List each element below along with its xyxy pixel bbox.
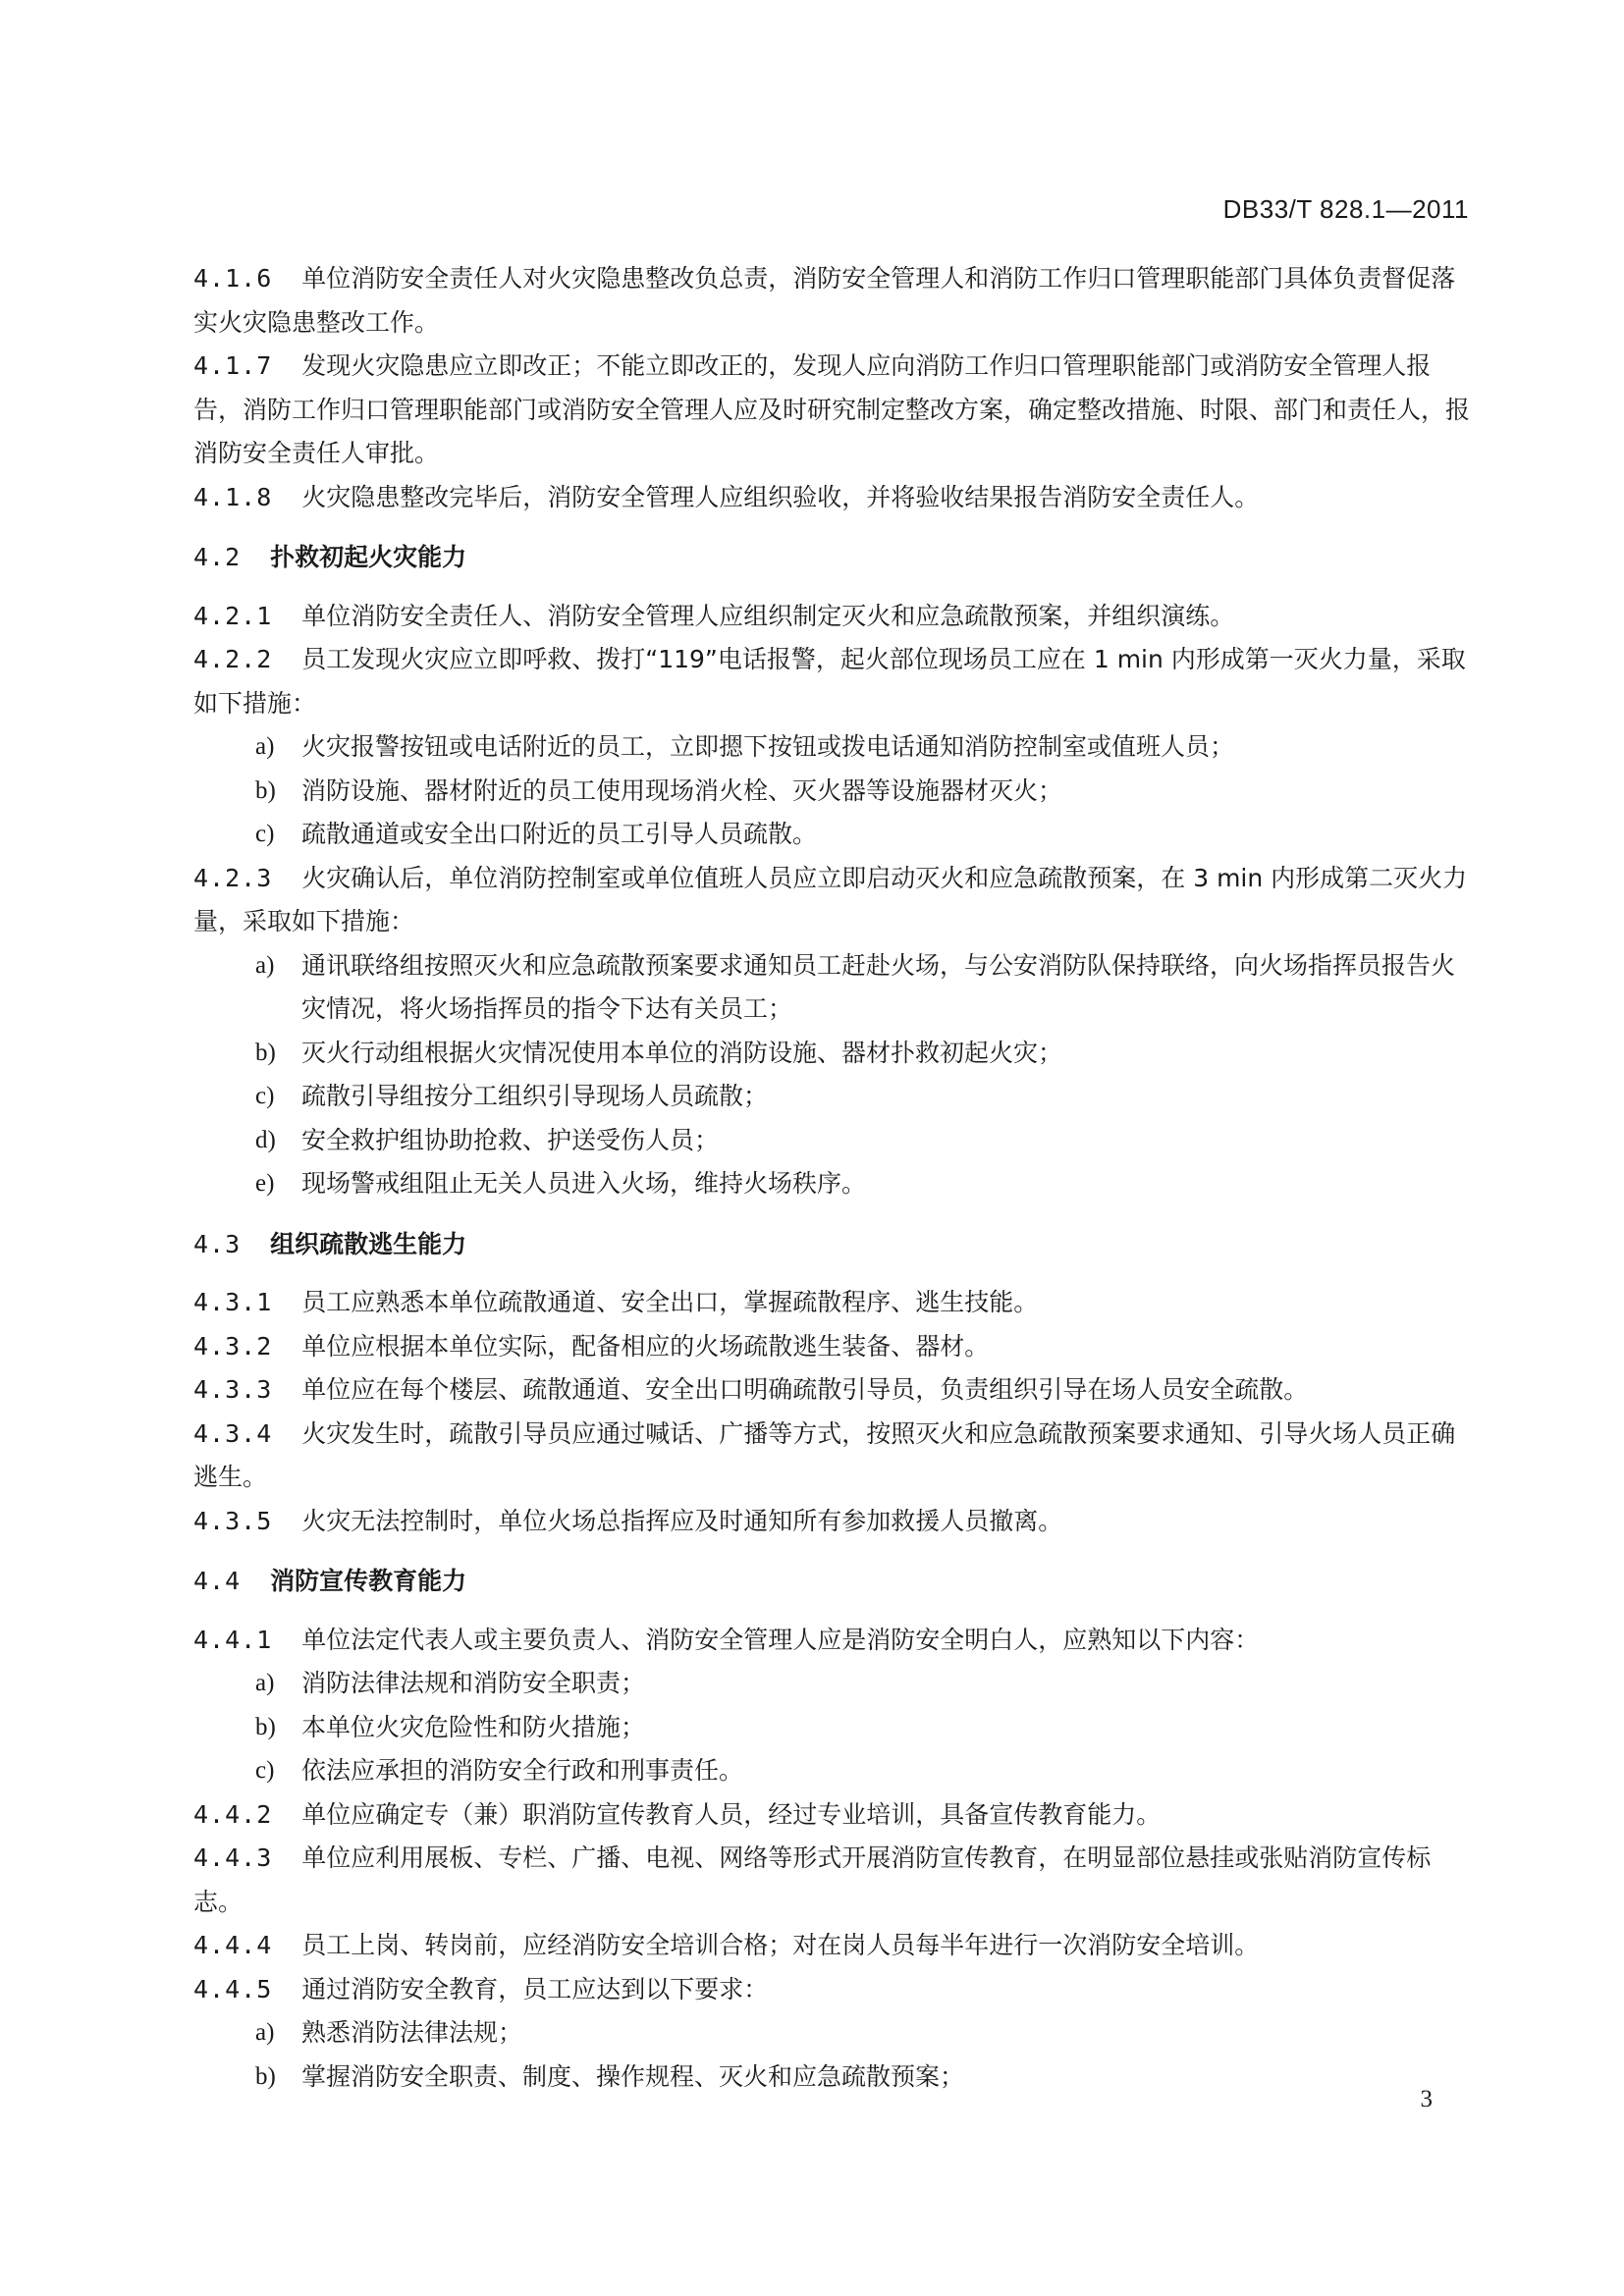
list-item — [193, 1032, 1470, 1076]
clause-4-3-4 — [193, 1413, 1470, 1500]
section-title: 组织疏散逃生能力 — [270, 1229, 467, 1258]
clause-text: 火灾隐患整改完毕后，消防安全管理人应组织验收，并将验收结果报告消防安全责任人。 — [301, 482, 1260, 511]
list-text: 依法应承担的消防安全行政和刑事责任。 — [301, 1756, 744, 1785]
clause-number: 4.1.6 — [193, 264, 273, 293]
list-text: 疏散引导组按分工组织引导现场人员疏散； — [301, 1082, 769, 1110]
clause-number: 4.2.3 — [193, 863, 273, 892]
clause-number: 4.2.1 — [193, 601, 273, 630]
list-text: 掌握消防安全职责、制度、操作规程、灭火和应急疏散预案； — [301, 2061, 965, 2091]
list-item — [193, 770, 1470, 814]
list-label: e) — [255, 1170, 275, 1197]
list-text: 火灾报警按钮或电话附近的员工，立即摁下按钮或拨电话通知消防控制室或值班人员； — [301, 732, 1235, 761]
clause-text: 员工应熟悉本单位疏散通道、安全出口，掌握疏散程序、逃生技能。 — [301, 1288, 1039, 1316]
section-number: 4.2 — [193, 543, 242, 571]
clause-4-4-5 — [193, 1968, 1470, 2012]
clause-number: 4.3.3 — [193, 1375, 273, 1404]
clause-text: 火灾确认后，单位消防控制室或单位值班人员应立即启动灭火和应急疏散预案，在 3 min 内形成第二灭火力量，采取如下措施： — [193, 863, 1468, 935]
list-text: 熟悉消防法律法规； — [301, 2018, 523, 2047]
clause-number: 4.1.7 — [193, 351, 273, 380]
clause-4-1-8 — [193, 476, 1470, 520]
list-text: 疏散通道或安全出口附近的员工引导人员疏散。 — [301, 820, 818, 848]
list-item — [193, 1706, 1470, 1750]
clause-text: 单位消防安全责任人、消防安全管理人应组织制定灭火和应急疏散预案，并组织演练。 — [301, 601, 1235, 630]
section-title: 消防宣传教育能力 — [270, 1567, 467, 1595]
clause-text: 火灾发生时，疏散引导员应通过喊话、广播等方式，按照灭火和应急疏散预案要求通知、引导火场人员正确逃生。 — [193, 1418, 1456, 1491]
list-label: b) — [255, 1713, 276, 1740]
list-item — [193, 813, 1470, 857]
list-label: b) — [255, 1039, 276, 1066]
clause-text: 员工上岗、转岗前，应经消防安全培训合格；对在岗人员每半年进行一次消防安全培训。 — [301, 1931, 1260, 1959]
clause-number: 4.3.2 — [193, 1331, 273, 1361]
clause-4-3-1 — [193, 1281, 1470, 1325]
list-label: b) — [255, 2062, 276, 2090]
page-number: 3 — [1420, 2086, 1433, 2112]
clause-number: 4.4.5 — [193, 1974, 273, 2003]
section-heading-4-4 — [193, 1560, 1470, 1604]
list-item — [193, 1749, 1470, 1793]
clause-text: 通过消防安全教育，员工应达到以下要求： — [301, 1974, 769, 2003]
clause-text: 单位应利用展板、专栏、广播、电视、网络等形式开展消防宣传教育，在明显部位悬挂或张贴消防宣传标志。 — [193, 1843, 1432, 1916]
clause-text: 单位应确定专（兼）职消防宣传教育人员，经过专业培训，具备宣传教育能力。 — [301, 1799, 1162, 1829]
section-title: 扑救初起火灾能力 — [270, 543, 467, 571]
clause-number: 4.3.5 — [193, 1506, 273, 1535]
list-label: a) — [255, 733, 275, 760]
clause-text: 单位消防安全责任人对火灾隐患整改负总责，消防安全管理人和消防工作归口管理职能部门具体负责督促落实火灾隐患整改工作。 — [193, 264, 1456, 337]
clause-number: 4.3.1 — [193, 1288, 273, 1316]
clause-4-4-4 — [193, 1924, 1470, 1968]
section-heading-4-3 — [193, 1223, 1470, 1267]
clause-number: 4.4.1 — [193, 1625, 273, 1654]
list-label: a) — [255, 2019, 275, 2046]
clause-4-3-2 — [193, 1325, 1470, 1369]
list-text: 通讯联络组按照灭火和应急疏散预案要求通知员工赶赴火场，与公安消防队保持联络，向火场指挥员报告火灾情况，将火场指挥员的指令下达有关员工； — [301, 950, 1456, 1023]
clause-number: 4.2.2 — [193, 645, 273, 673]
list-item — [193, 1119, 1470, 1163]
clause-4-4-2 — [193, 1793, 1470, 1838]
list-item — [193, 2011, 1470, 2056]
clause-4-1-6 — [193, 257, 1470, 345]
list-text: 本单位火灾危险性和防火措施； — [301, 1712, 646, 1741]
list-label: a) — [255, 951, 275, 979]
document-id: DB33/T 828.1—2011 — [1222, 194, 1469, 224]
page-body — [193, 257, 1470, 2099]
clause-4-2-1 — [193, 595, 1470, 639]
clause-4-2-2 — [193, 638, 1470, 725]
clause-number: 4.4.3 — [193, 1843, 273, 1872]
clause-4-4-3 — [193, 1837, 1470, 1924]
clause-number: 4.4.4 — [193, 1931, 273, 1959]
list-label: d) — [255, 1126, 276, 1153]
section-number: 4.4 — [193, 1567, 242, 1595]
list-label: b) — [255, 776, 276, 804]
clause-text: 员工发现火灾应立即呼救、拨打“119”电话报警，起火部位现场员工应在 1 min 内形成第一灭火力量，采取如下措施： — [193, 645, 1466, 718]
list-label: c) — [255, 1083, 275, 1109]
list-item — [193, 1162, 1470, 1206]
list-text: 消防设施、器材附近的员工使用现场消火栓、灭火器等设施器材灭火； — [301, 775, 1063, 805]
section-number: 4.3 — [193, 1229, 242, 1258]
list-item — [193, 1075, 1470, 1119]
list-item — [193, 725, 1470, 770]
clause-4-2-3 — [193, 857, 1470, 944]
clause-number: 4.1.8 — [193, 482, 273, 511]
clause-text: 火灾无法控制时，单位火场总指挥应及时通知所有参加救援人员撤离。 — [301, 1506, 1063, 1535]
clause-number: 4.4.2 — [193, 1799, 273, 1829]
clause-4-4-1 — [193, 1619, 1470, 1663]
clause-text: 单位应根据本单位实际，配备相应的火场疏散逃生装备、器材。 — [301, 1331, 990, 1361]
clause-4-3-5 — [193, 1500, 1470, 1544]
list-text: 灭火行动组根据火灾情况使用本单位的消防设施、器材扑救初起火灾； — [301, 1038, 1063, 1067]
clause-number: 4.3.4 — [193, 1418, 273, 1448]
list-text: 安全救护组协助抢救、护送受伤人员； — [301, 1125, 720, 1154]
list-item — [193, 1662, 1470, 1706]
clause-text: 单位法定代表人或主要负责人、消防安全管理人应是消防安全明白人，应熟知以下内容： — [301, 1625, 1260, 1654]
clause-text: 发现火灾隐患应立即改正；不能立即改正的，发现人应向消防工作归口管理职能部门或消防安全管理人报告，消防工作归口管理职能部门或消防安全管理人应及时研究制定整改方案，确定整改措施、时限、部门和责任人，报消防安全责任人审批。 — [193, 351, 1471, 467]
list-text: 消防法律法规和消防安全职责； — [301, 1669, 646, 1697]
section-heading-4-2 — [193, 536, 1470, 580]
list-label: c) — [255, 1757, 275, 1784]
list-text: 现场警戒组阻止无关人员进入火场，维持火场秩序。 — [301, 1169, 867, 1198]
list-label: a) — [255, 1670, 275, 1696]
clause-4-3-3 — [193, 1368, 1470, 1413]
clause-4-1-7 — [193, 345, 1470, 476]
list-item — [193, 944, 1470, 1032]
list-label: c) — [255, 821, 275, 847]
clause-text: 单位应在每个楼层、疏散通道、安全出口明确疏散引导员，负责组织引导在场人员安全疏散。 — [301, 1375, 1309, 1404]
list-item — [193, 2056, 1470, 2100]
